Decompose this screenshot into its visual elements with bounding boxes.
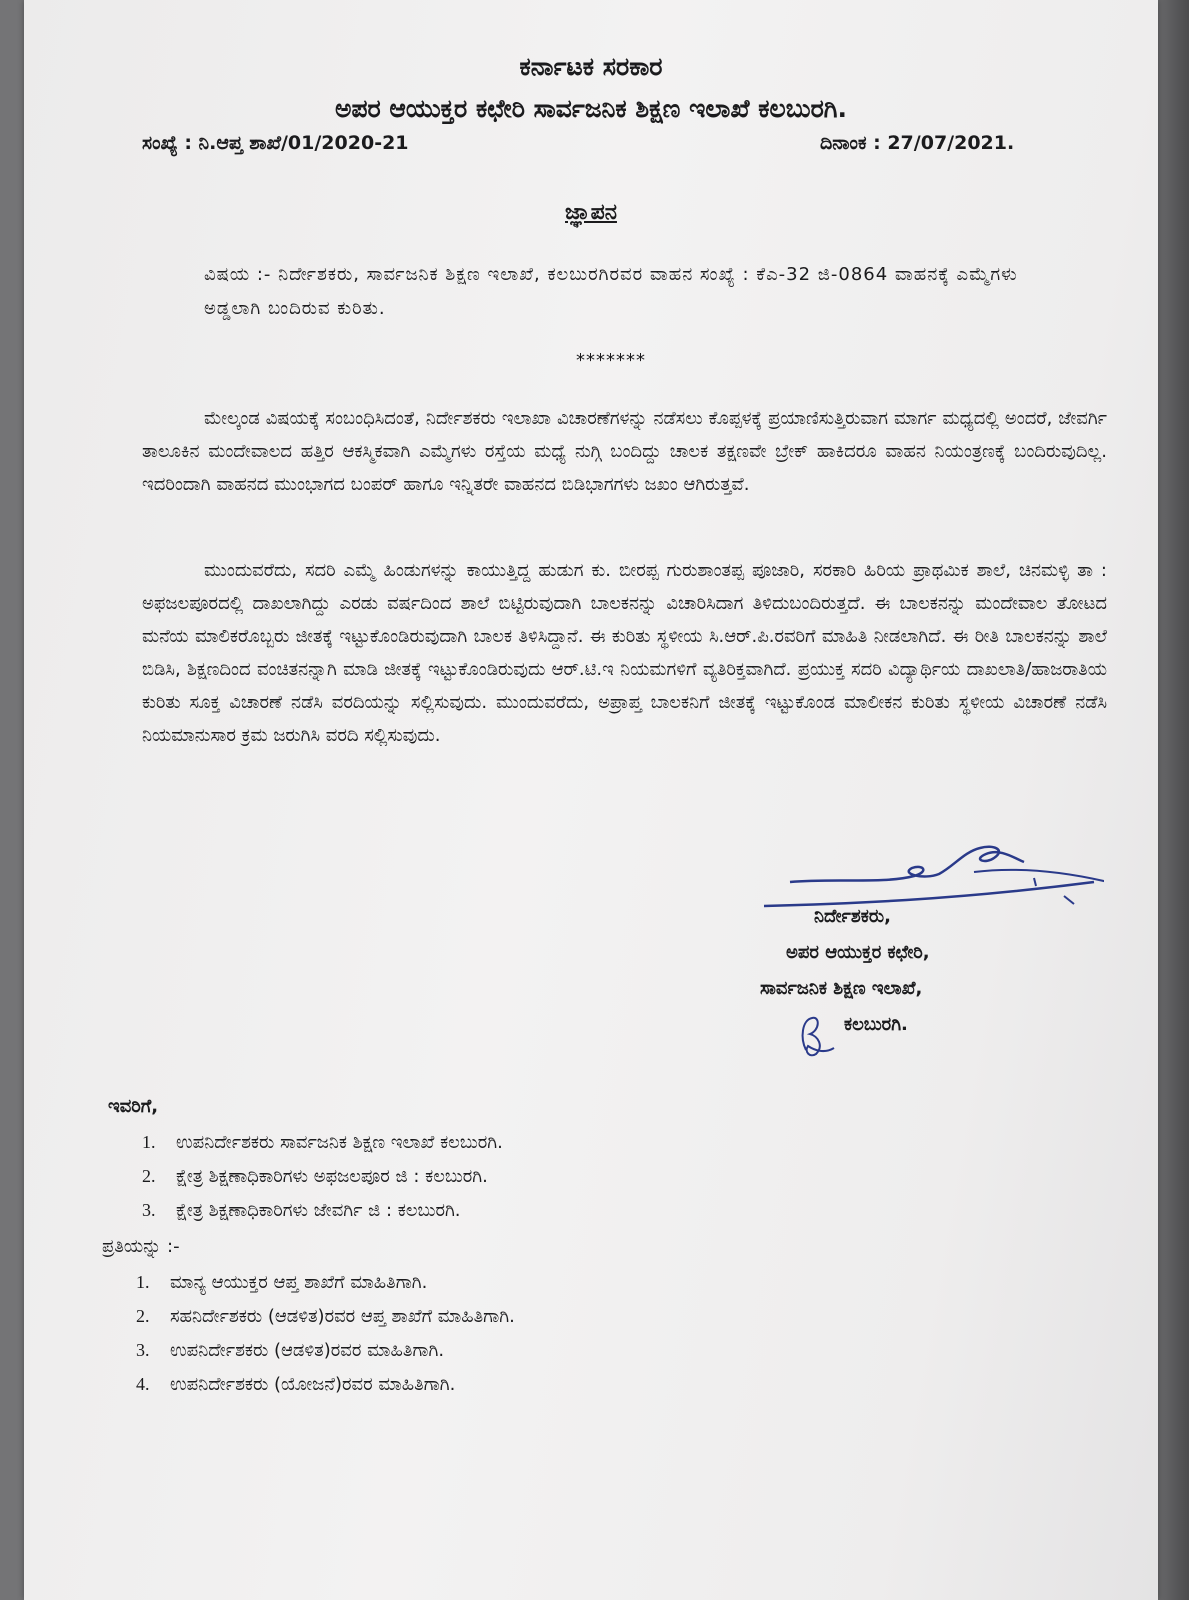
- signatory-office: ಅಪರ ಆಯುಕ್ತರ ಕಛೇರಿ,: [786, 942, 930, 963]
- list-number: 1.: [142, 1132, 156, 1152]
- list-text: ಉಪನಿರ್ದೇಶಕರು (ಆಡಳಿತ)ರವರ ಮಾಹಿತಿಗಾಗಿ.: [170, 1340, 445, 1361]
- list-number: 2.: [136, 1306, 150, 1326]
- list-item: [142, 1200, 461, 1221]
- list-text: ಉಪನಿರ್ದೇಶಕರು ಸಾರ್ವಜನಿಕ ಶಿಕ್ಷಣ ಇಲಾಖೆ ಕಲಬುರಗಿ.: [176, 1132, 503, 1153]
- list-text: ಸಹನಿರ್ದೇಶಕರು (ಆಡಳಿತ)ರವರ ಆಪ್ತ ಶಾಖೆಗೆ ಮಾಹಿತಿಗಾಗಿ.: [170, 1306, 515, 1327]
- list-item: [142, 1166, 488, 1187]
- signatory-designation: ನಿರ್ದೇಶಕರು,: [814, 906, 891, 927]
- separator: *******: [576, 350, 646, 371]
- handwritten-signature: [724, 836, 1104, 916]
- list-number: 3.: [136, 1340, 150, 1360]
- list-number: 4.: [136, 1374, 150, 1394]
- list-number: 1.: [136, 1272, 150, 1292]
- copies-label: ಪ್ರತಿಯನ್ನು :-: [102, 1236, 180, 1257]
- desk-edge-right: [1153, 0, 1189, 1600]
- list-text: ಕ್ಷೇತ್ರ ಶಿಕ್ಷಣಾಧಿಕಾರಿಗಳು ಅಫಜಲಪೂರ ಜಿ : ಕಲಬುರಗಿ.: [176, 1166, 488, 1187]
- document-date: ದಿನಾಂಕ : 27/07/2021.: [820, 132, 1015, 154]
- list-item: [136, 1272, 427, 1293]
- office-heading: ಅಪರ ಆಯುಕ್ತರ ಕಛೇರಿ ಸಾರ್ವಜನಿಕ ಶಿಕ್ಷಣ ಇಲಾಖೆ ಕಲಬುರಗಿ.: [335, 94, 847, 123]
- list-number: 2.: [142, 1166, 156, 1186]
- reference-number: ಸಂಖ್ಯೆ : ನಿ.ಆಪ್ತ ಶಾಖೆ/01/2020-21: [142, 132, 409, 154]
- subject-line: ವಿಷಯ :- ನಿರ್ದೇಶಕರು, ಸಾರ್ವಜನಿಕ ಶಿಕ್ಷಣ ಇಲಾಖೆ, ಕಲಬುರಗಿರವರ ವಾಹನ ಸಂಖ್ಯೆ : ಕೆಎ-32 ಜಿ-0864 ವಾಹನಕ್ಕೆ ಎಮ್ಮೆಗಳು ಅಡ್ಡಲಾಗಿ ಬಂದಿರುವ ಕುರಿತು.: [204, 264, 1018, 319]
- government-heading: ಕರ್ನಾಟಕ ಸರಕಾರ: [519, 52, 663, 81]
- body-paragraph-1: ಮೇಲ್ಕಂಡ ವಿಷಯಕ್ಕೆ ಸಂಬಂಧಿಸಿದಂತೆ, ನಿರ್ದೇಶಕರು ಇಲಾಖಾ ವಿಚಾರಣೆಗಳನ್ನು ನಡೆಸಲು ಕೊಪ್ಪಳಕ್ಕೆ ಪ್ರಯಾಣಿಸುತ್ತಿರುವಾಗ ಮಾರ್ಗ ಮಧ್ಯದಲ್ಲಿ ಅಂದರೆ, ಜೇವರ್ಗಿ ತಾಲೂಕಿನ ಮಂದೇವಾಲದ ಹತ್ತಿರ ಆಕಸ್ಮಿಕವಾಗಿ ಎಮ್ಮೆಗಳು ರಸ್ತೆಯ ಮಧ್ಯೆ ನುಗ್ಗಿ ಬಂದಿದ್ದು ಚಾಲಕ ತಕ್ಷಣವೇ ಬ್ರೇಕ್ ಹಾಕಿದರೂ ವಾಹನ ನಿಯಂತ್ರಣಕ್ಕೆ ಬಂದಿರುವುದಿಲ್ಲ. ಇದರಿಂದಾಗಿ ವಾಹನದ ಮುಂಭಾಗದ ಬಂಪರ್ ಹಾಗೂ ಇನ್ನಿತರೇ ವಾಹನದ ಬಿಡಿಭಾಗಗಳು ಜಖಂ ಆಗಿರುತ್ತವೆ.: [142, 408, 1107, 495]
- recipients-label: ಇವರಿಗೆ,: [108, 1096, 159, 1117]
- document-page: [24, 0, 1158, 1600]
- list-item: [136, 1374, 455, 1395]
- list-item: [142, 1132, 503, 1153]
- list-item: [136, 1306, 515, 1327]
- list-text: ಮಾನ್ಯ ಆಯುಕ್ತರ ಆಪ್ತ ಶಾಖೆಗೆ ಮಾಹಿತಿಗಾಗಿ.: [170, 1272, 428, 1293]
- notice-title: ಜ್ಞಾಪನ: [565, 200, 617, 225]
- desk-edge-left: [0, 0, 26, 1600]
- body-paragraph-2: ಮುಂದುವರೆದು, ಸದರಿ ಎಮ್ಮೆ ಹಿಂಡುಗಳನ್ನು ಕಾಯುತ್ತಿದ್ದ ಹುಡುಗ ಕು. ಬೀರಪ್ಪ ಗುರುಶಾಂತಪ್ಪ ಪೂಜಾರಿ, ಸರಕಾರಿ ಹಿರಿಯ ಪ್ರಾಥಮಿಕ ಶಾಲೆ, ಚಿನಮಳ್ಳಿ ತಾ : ಅಫಜಲಪೂರದಲ್ಲಿ ದಾಖಲಾಗಿದ್ದು ಎರಡು ವರ್ಷದಿಂದ ಶಾಲೆ ಬಿಟ್ಟಿರುವುದಾಗಿ ಬಾಲಕನನ್ನು ವಿಚಾರಿಸಿದಾಗ ತಿಳಿದುಬಂದಿರುತ್ತದೆ. ಈ ಬಾಲಕನನ್ನು ಮಂದೇವಾಲ ತೋಟದ ಮನೆಯ ಮಾಲಿಕರೊಬ್ಬರು ಜೀತಕ್ಕೆ ಇಟ್ಟುಕೊಂಡಿರುವುದಾಗಿ ಬಾಲಕ ತಿಳಿಸಿದ್ದಾನೆ. ಈ ಕುರಿತು ಸ್ಥಳೀಯ ಸಿ.ಆರ್.ಪಿ.ರವರಿಗೆ ಮಾಹಿತಿ ನೀಡಲಾಗಿದೆ. ಈ ರೀತಿ ಬಾಲಕನನ್ನು ಶಾಲೆ ಬಿಡಿಸಿ, ಶಿಕ್ಷಣದಿಂದ ವಂಚಿತನನ್ನಾಗಿ ಮಾಡಿ ಜೀತಕ್ಕೆ ಇಟ್ಟುಕೊಂಡಿರುವುದು ಆರ್.ಟಿ.ಇ ನಿಯಮಗಳಿಗೆ ವ್ಯತಿರಿಕ್ತವಾಗಿದೆ. ಪ್ರಯುಕ್ತ ಸದರಿ ವಿದ್ಯಾರ್ಥಿಯ ದಾಖಲಾತಿ/ಹಾಜರಾತಿಯ ಕುರಿತು ಸೂಕ್ತ ವಿಚಾರಣೆ ನಡೆಸಿ ವರದಿಯನ್ನು ಸಲ್ಲಿಸುವುದು. ಮುಂದುವರೆದು, ಅಪ್ರಾಪ್ತ ಬಾಲಕನಿಗೆ ಜೀತಕ್ಕೆ ಇಟ್ಟುಕೊಂಡ ಮಾಲೀಕನ ಕುರಿತು ಸ್ಥಳೀಯ ವಿಚಾರಣೆ ನಡೆಸಿ ನಿಯಮಾನುಸಾರ ಕ್ರಮ ಜರುಗಿಸಿ ವರದಿ ಸಲ್ಲಿಸುವುದು.: [142, 560, 1107, 746]
- list-text: ಉಪನಿರ್ದೇಶಕರು (ಯೋಜನೆ)ರವರ ಮಾಹಿತಿಗಾಗಿ.: [170, 1374, 456, 1395]
- list-item: [136, 1340, 444, 1361]
- signatory-city: ಕಲಬುರಗಿ.: [844, 1014, 908, 1035]
- list-number: 3.: [142, 1200, 156, 1220]
- list-text: ಕ್ಷೇತ್ರ ಶಿಕ್ಷಣಾಧಿಕಾರಿಗಳು ಜೇವರ್ಗಿ ಜಿ : ಕಲಬುರಗಿ.: [176, 1200, 461, 1221]
- handwritten-initials: [794, 1010, 844, 1062]
- signatory-department: ಸಾರ್ವಜನಿಕ ಶಿಕ್ಷಣ ಇಲಾಖೆ,: [760, 978, 923, 999]
